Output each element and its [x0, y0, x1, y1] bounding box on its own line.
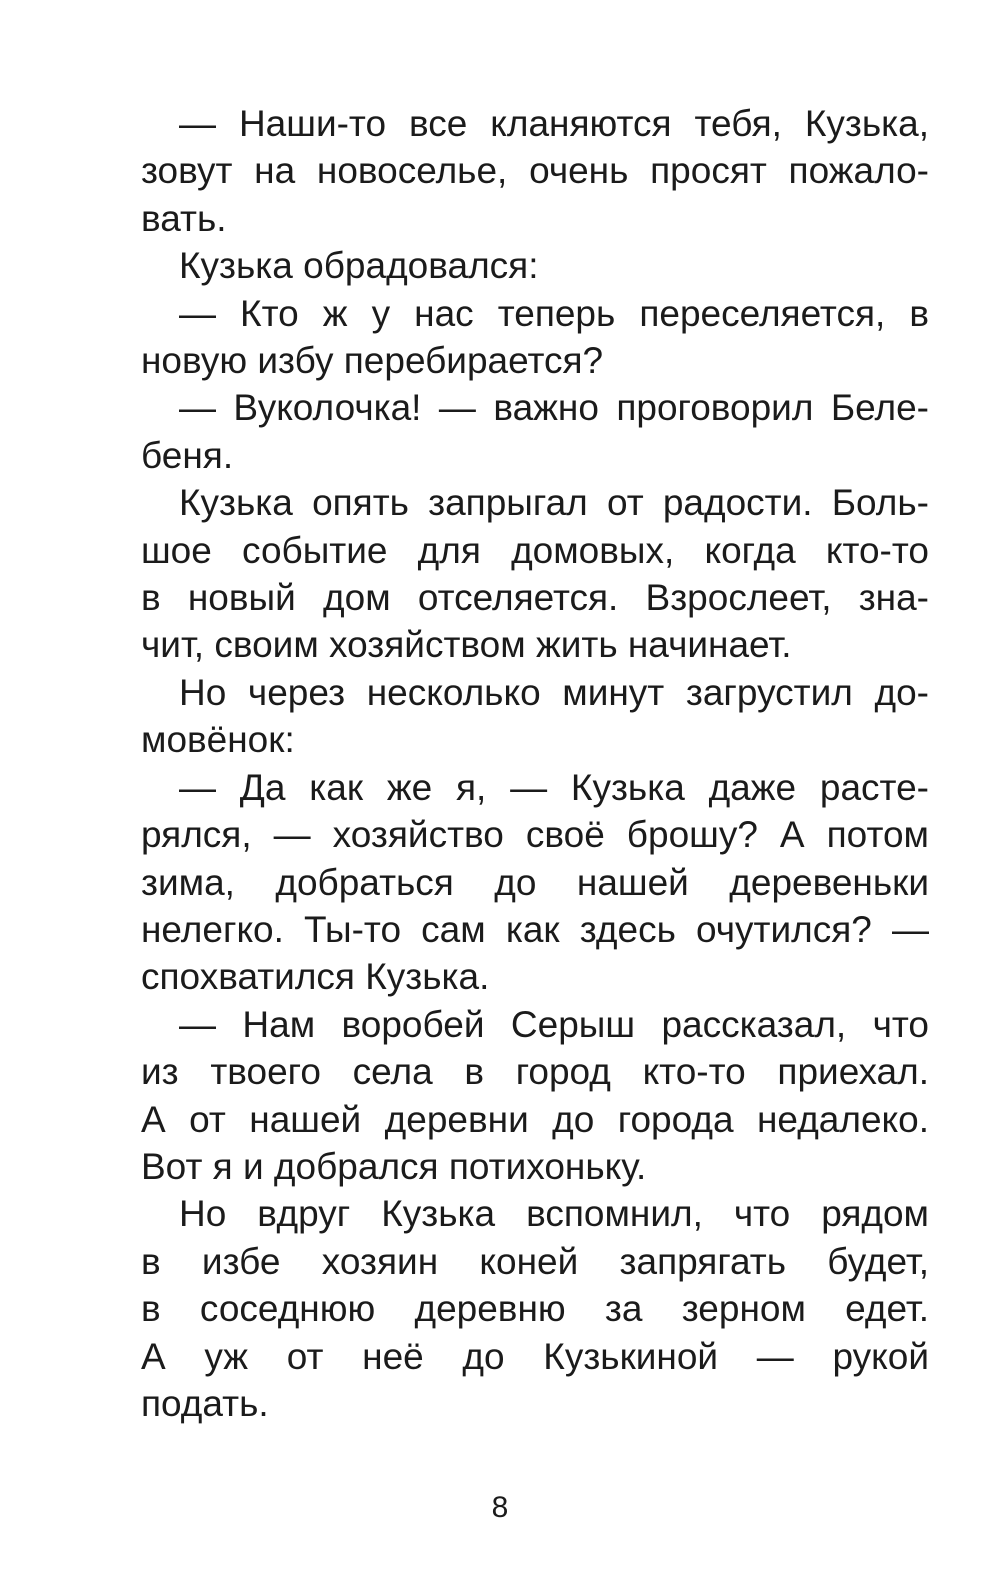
paragraph-1 [103, 100, 929, 242]
text-line: чит, своим хозяйством жить начинает. [141, 624, 792, 666]
text-line: рялся, — хозяйство своё брошу? А потом [141, 814, 929, 856]
text-line: А уж от неё до Кузькиной — рукой [141, 1335, 929, 1377]
text-line: зима, добраться до нашей деревеньки [141, 861, 929, 903]
paragraph-6 [103, 669, 929, 764]
text-line: новую избу перебирается? [141, 340, 604, 382]
text-line: подать. [141, 1382, 269, 1424]
paragraph-4 [103, 384, 929, 479]
text-line: зовут на новоселье, очень просят пожало- [141, 150, 929, 192]
text-line: шое событие для домовых, когда кто-то [141, 529, 929, 571]
text-line: — Наши-то все кланяются тебя, Кузька, [179, 103, 929, 144]
paragraph-8 [103, 1001, 929, 1191]
page-number: 8 [491, 1491, 509, 1524]
text-line: в соседнюю деревню за зерном едет. [141, 1288, 929, 1330]
paragraph-5 [103, 479, 929, 669]
paragraph-9 [103, 1190, 929, 1427]
text-line: А от нашей деревни до города недалеко. [141, 1098, 929, 1140]
paragraph-7 [103, 764, 929, 1001]
text-line: в избе хозяин коней запрягать будет, [141, 1240, 929, 1282]
text-line: вать. [141, 197, 227, 239]
text-line: — Да как же я, — Кузька даже расте- [179, 766, 929, 808]
text-line: в новый дом отселяется. Взрослеет, зна- [141, 577, 929, 619]
text-line: мовёнок: [141, 719, 295, 761]
text-line: из твоего села в город кто-то приехал. [141, 1051, 929, 1093]
text-line: спохватился Кузька. [141, 956, 490, 998]
text-line: Кузька обрадовался: [179, 245, 539, 287]
text-line: Но через несколько минут загрустил до- [179, 671, 929, 713]
paragraph-2 [103, 242, 929, 289]
text-line: — Нам воробей Серыш рассказал, что [179, 1003, 929, 1045]
text-line: Кузька опять запрыгал от радости. Боль- [179, 482, 929, 524]
text-line: Но вдруг Кузька вспомнил, что рядом [179, 1193, 929, 1235]
text-line: — Кто ж у нас теперь переселяется, в [179, 292, 929, 334]
paragraph-3 [103, 290, 929, 385]
text-line: нелегко. Ты-то сам как здесь очутился? — [141, 908, 929, 950]
page-body [103, 100, 929, 1427]
text-line: Вот я и добрался потихоньку. [141, 1145, 647, 1187]
text-line: — Вуколочка! — важно проговорил Беле- [179, 387, 929, 429]
text-line: беня. [141, 434, 234, 476]
